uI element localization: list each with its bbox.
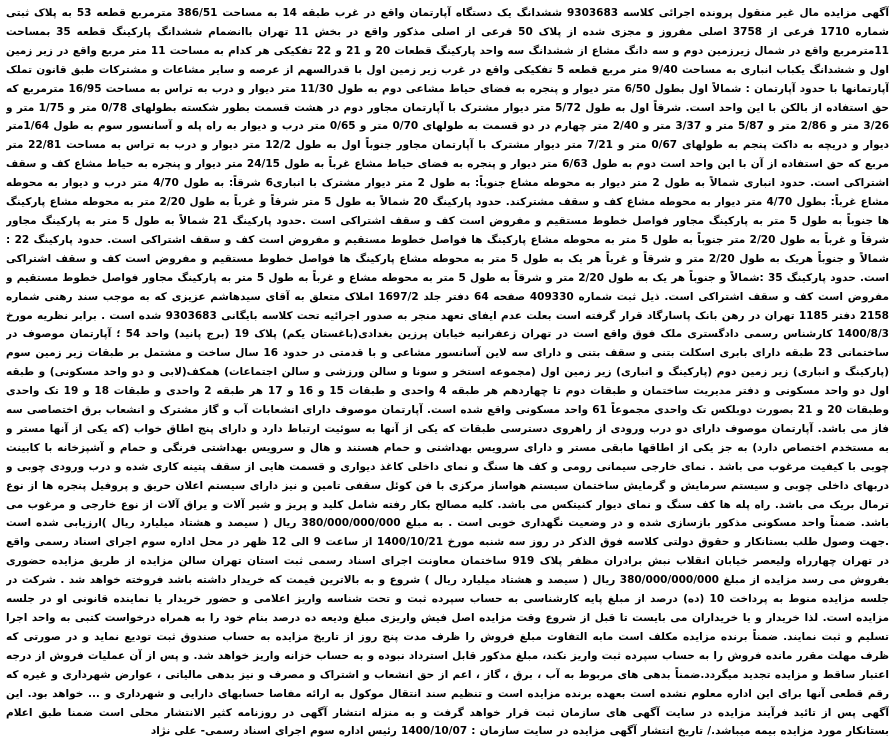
- auction-notice-text: آگهی مزایده مال غیر منقول پرونده اجرائی کلاسه 9303683 ششدانگ یک دستگاه آپارتمان واقع در غرب طبقه 14 به مساحت 386/51 مترمربع قطعه 53 به پلاک ثبتی شماره 1710 فرعی از 3758 اصلی مفروز و مجزی شده از پلاک 50 فرعی از اصلی مذکور واقع در بخش 11 تهران باانضمام ششدانگ پارکینگ قطعه 35 بمساحت 11مترمربع واقع در شمال زیرزمین دوم و سه دانگ مشاع از ششدانگ سه واحد پارکینگ قطعات 20 و 21 و 22 تفکیکی هر کدام به مساحت 11 متر مربع واقع در زیر زمین اول و ششدانگ یکباب انباری به مساحت 9/40 متر مربع قطعه 5 تفکیکی واقع در غرب زیر زمین اول با قدرالسهم از عرصه و سایر مشاعات و مشترکات طبق قانون تملک آپارتمانها با حدود آپارتمان : شمالاً اول بطول 6/50 متر دیوار و پنجره به فضای حیاط مشاعی دوم به طول 11/30 متر دیوار و درب به تراس به مساحت 16/95 مترمربع که حق استفاده از بالکن با این واحد است. شرقاً اول به طول 5/72 متر دیوار مشترک با آپارتمان مجاور دوم در هشت قسمت بطور شکسته بطولهای 0/78 متر و 1/75 متر و 3/26 متر و 2/86 متر و 5/87 متر و 3/37 متر و 2/40 متر چهارم در دو قسمت به طولهای 0/70 متر و 0/65 متر درب و دیوار به راه پله و آسانسور سوم به طول 1/64متر دیوار و دریچه به داکت پنجم به طولهای 0/67 متر و 7/21 متر دیوار مشترک با آپارتمان مجاور جنوباً اول به طول 12/2 متر دیوار و درب به تراس به مساحت 22/81 متر مربع که حق استفاده از آن با این واحد است دوم به طول 6/63 متر دیوار و پنجره به فضای حیاط مشاع غرباً به طول 24/15 متر دیوار و پنجره به حیاط مشاع کف و سقف اشتراکی است. حدود انباری شمالاً به طول 2 متر دیوار به محوطه مشاع جنوباً: به طول 2 متر دیوار مشترک با انباری6 شرقاً: به طول 4/70 متر درب و دیوار به محوطه مشاع غرباً: بطول 4/70 متر دیوار به محوطه مشاع کف و سقف مشترکند. حدود پارکینگ 20 شمالاً به طول 5 متر شرقاً و غرباً به طول 2/20 متر به محوطه مشاع پارکینگ ها جنوباً به طول 5 متر به پارکینگ مجاور فواصل خطوط مستقیم و مفروض است کف و سقف اشتراکی است .حدود پارکینگ 21 شمالاً به طول 5 متر به پارکینگ مجاور شرقاً و غرباً به طول 2/20 متر جنوباً به طول 5 متر به محوطه مشاع پارکینگ ها فواصل خطوط مستقیم و مفروض است کف و سقف اشتراکی است. حدود پارکینگ 22 : شمالاً و جنوباً هریک به طول 2/20 متر و شرقاً و غرباً هر یک به طول 5 متر به محوطه مشاع پارکینگ ها فواصل خطوط مستقیم و مفروض است کف و سقف اشتراکی است. حدود پارکینگ 35 :شمالاً و جنوباً هر یک به طول 2/20 متر و شرقاً به طول 5 متر به محوطه مشاع و غرباً به طول 5 متر به پارکینگ مجاور فواصل خطوط مستقیم و مفروض است کف و سقف اشتراکی است. ذیل ثبت شماره 409330 صفحه 64 دفتر جلد 1697/2 املاک متعلق به آقای سیدهاشم عزیزی که به موجب سند رهنی شماره 2158 دفتر 1185 تهران در رهن بانک پاسارگاد قرار گرفته است بعلت عدم ایفای تعهد منجر به صدور اجرائیه تحت کلاسه بایگانی 9303683 شده است . برابر نظریه مورخ 1400/8/3 کارشناس رسمی دادگستری ملک فوق واقع است در تهران زعفرانیه خیابان پرزین بغدادی(باغستان یکم) پلاک 19 (برج پانید) واحد 54 ؛ آپارتمان موصوف در ساختمانی 23 طبقه دارای بابری اسکلت بتنی و سقف بتنی و دارای سه لاین آسانسور مشاعی و با قدمتی در حدود 16 سال ساخت و مشتمل بر طبقات زیر زمین سوم (پارکینگ و انباری) زیر زمین دوم (پارکینگ و انباری) زیر زمین اول (مجموعه استخر و سونا و سالن ورزشی و سالن اجتماعات) همکف(لابی و دو واحد مسکونی) و طبقه اول دو واحد مسکونی و دفتر مدیریت ساختمان و طبقات دوم تا چهاردهم هر طبقه 4 واحدی و طبقات 15 و 16 و 17 هر طبقه 2 واحدی و طبقات 18 و 19 تک واحدی وطبقات 20 و 21 بصورت دوبلکس تک واحدی مجموعاً 61 واحد مسکونی واقع شده است. آپارتمان موصوف دارای انشعابات آب و گاز مشترک و انشعاب برق اختصاصی سه فاز می باشد. آپارتمان موصوف دارای دو درب ورودی از راهروی دسترسی طبقات که یکی از آنها به سوئیت ارتباط دارد و دارای پنج اطاق خواب (که یکی از آنها مستر و به مستخدم اختصاص دارد) به جز یکی از اطاقها مابقی مستر و دارای سرویس بهداشتی و حمام هستند و هال و سرویس بهداشتی فرنگی و حمام و آشپزخانه با کابینت چوبی با کیفیت مرغوب می باشد . نمای خارجی سیمانی رومی و کف ها سنگ و نمای داخلی کاغذ دیواری و قسمت هایی از سقف پتینه کاری شده و درب ورودی چوبی و دربهای داخلی چوبی و سیستم سرمایش و گرمایش ساختمان سیستم هواساز مرکزی با فن کوئل سقفی تامین و نیز دارای سیستم اعلان حریق و پروفیل پنجره ها از نوع ترمال بریک می باشد. راه پله ها کف سنگ و نمای دیوار کنیتکس می باشد. کلیه مصالح بکار رفته شامل کلید و پریز و شیر آلات و یراق آلات از نوع خارجی و مرغوب می باشد. ضمناً واحد مسکونی مذکور بازسازی شده و در وضعیت نگهداری خوبی است . به مبلغ 380/000/000/000 ریال ( سیصد و هشتاد میلیارد ریال )ارزیابی شده است .جهت وصول طلب بستانکار و حقوق دولتی کلاسه فوق الذکر در روز سه شنبه مورخ 1400/10/21 از ساعت 9 الی 12 ظهر در محل اداره سوم اجرای اسناد رسمی واقع در تهران چهارراه ولیعصر خیابان انقلاب نبش برادران مظفر پلاک 919 ساختمان معاونت اجرای اسناد رسمی ثبت استان تهران سالن مزایده از طریق مزایده حضوری بفروش می رسد مزایده از مبلغ 380/000/000/000 ریال ( سیصد و هشتاد میلیارد ریال ) شروع و به بالاترین قیمت که خریدار داشته باشد فروخته خواهد شد . شرکت در جلسه مزایده منوط به پرداخت 10 (ده) درصد از مبلغ پایه کارشناسی به حساب سپرده ثبت و تحت شناسه واریز اعلامی و حضور خریدار یا نماینده قانونی او در جلسه مزایده است. لذا خریدار و یا خریداران می بایست تا قبل از شروع وقت مزایده اصل فیش واریزی مبلغ ودیعه ده درصد بنام خود را به همراه درخواست کتبی به واحد اجرا تسلیم و ثبت نمایند. ضمناً برنده مزایده مکلف است مابه التفاوت مبلغ فروش را ظرف مدت پنج روز از تاریخ مزایده به حساب صندوق ثبت تودیع نماید و در صورتی که ظرف مهلت مقرر مانده فروش را به حساب سپرده ثبت واریز نکند، مبلغ مذکور قابل استرداد نبوده و به حساب خزانه واریز خواهد شد. و پس از آن عملیات فروش از درجه اعتبار ساقط و مزایده تجدید میگردد.ضمناً بدهی های مربوط به آب ، برق ، گاز ، اعم از حق انشعاب و اشتراک و مصرف و نیز بدهی مالیاتی ، عوارض شهرداری و غیره که رقم قطعی آنها برای این اداره معلوم نشده است بعهده برنده مزایده است و تنظیم سند انتقال موکول به ارائه مفاصا حسابهای دارایی و شهرداری و ... خواهد بود. این آگهی پس از تائید فرآیند مزایده در سایت آگهی های سازمان ثبت قرار خواهد گرفت و به منزله انتشار آگهی در روزنامه کثیر الانتشار محلی است ضمنا طبق اعلام بستانکار مورد مزایده بیمه میباشد./ تاریخ انتشار آگهی مزایده در سایت سازمان : 1400/10/07 رئیس اداره سوم اجرای اسناد رسمی- علی نژاد: [6, 7, 889, 738]
